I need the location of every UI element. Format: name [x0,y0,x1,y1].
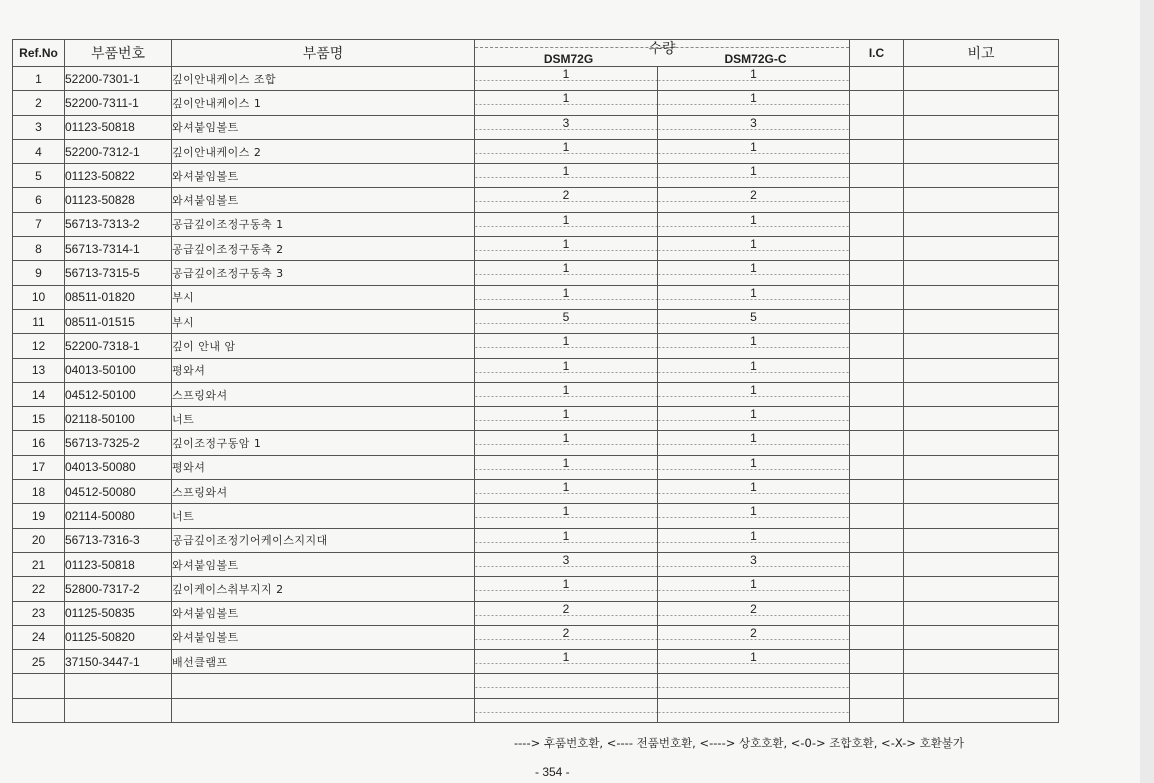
cell-remarks [904,431,1059,455]
header-part-name: 부품명 [172,40,475,67]
cell-ref-no: 8 [13,237,65,261]
cell-qty-dsm72g-c: 1 [658,504,850,528]
cell-part-no: 02114-50080 [65,504,172,528]
cell-qty-dsm72g-c: 1 [658,528,850,552]
cell-part-no: 04013-50080 [65,455,172,479]
cell-qty-dsm72g: 2 [475,625,658,649]
cell-part-no: 01123-50818 [65,115,172,139]
cell-qty-dsm72g-c: 1 [658,480,850,504]
cell-ic [850,309,904,333]
table-row [13,625,1059,649]
cell-ref-no: 2 [13,91,65,115]
cell-remarks [904,650,1059,674]
cell-ic [850,91,904,115]
table-row [13,261,1059,285]
cell-part-name: 배선클램프 [172,650,475,674]
cell-ref-no: 6 [13,188,65,212]
cell-qty-dsm72g: 1 [475,212,658,236]
cell-part-no: 37150-3447-1 [65,650,172,674]
cell-qty-dsm72g-c: 2 [658,188,850,212]
cell-remarks [904,334,1059,358]
cell-remarks [904,698,1059,722]
cell-qty-dsm72g-c: 1 [658,334,850,358]
cell-remarks [904,67,1059,91]
cell-remarks [904,358,1059,382]
cell-part-name: 깊이케이스취부지지 2 [172,577,475,601]
table-row [13,188,1059,212]
cell-remarks [904,577,1059,601]
cell-ic [850,674,904,698]
cell-part-no: 52800-7317-2 [65,577,172,601]
table-row [13,139,1059,163]
cell-qty-dsm72g: 1 [475,407,658,431]
cell-qty-dsm72g: 1 [475,504,658,528]
cell-qty-dsm72g-c: 1 [658,431,850,455]
cell-qty-dsm72g: 1 [475,285,658,309]
header-remarks: 비고 [904,40,1059,67]
table-row [13,504,1059,528]
cell-qty-dsm72g-c [658,674,850,698]
cell-qty-dsm72g: 1 [475,91,658,115]
cell-ref-no: 20 [13,528,65,552]
cell-part-name: 공급깊이조정구동축 1 [172,212,475,236]
cell-qty-dsm72g-c: 1 [658,382,850,406]
cell-ic [850,625,904,649]
cell-part-no: 01125-50820 [65,625,172,649]
cell-ref-no: 7 [13,212,65,236]
cell-qty-dsm72g: 1 [475,334,658,358]
cell-part-no: 52200-7312-1 [65,139,172,163]
cell-qty-dsm72g-c: 2 [658,601,850,625]
cell-part-no: 52200-7301-1 [65,67,172,91]
cell-part-name: 와셔붙임볼트 [172,552,475,576]
cell-part-no: 08511-01515 [65,309,172,333]
cell-part-name: 와셔붙임볼트 [172,164,475,188]
cell-part-name: 깊이안내케이스 2 [172,139,475,163]
table-row [13,455,1059,479]
cell-remarks [904,91,1059,115]
parts-table [12,39,1059,723]
cell-qty-dsm72g-c: 1 [658,139,850,163]
cell-ref-no: 23 [13,601,65,625]
cell-remarks [904,480,1059,504]
cell-qty-dsm72g-c: 1 [658,67,850,91]
cell-qty-dsm72g: 1 [475,528,658,552]
cell-remarks [904,674,1059,698]
table-row [13,212,1059,236]
cell-part-no: 01123-50828 [65,188,172,212]
table-row [13,285,1059,309]
page-number: - 354 - [535,765,570,779]
header-ic: I.C [850,40,904,67]
cell-ic [850,455,904,479]
cell-part-no: 01125-50835 [65,601,172,625]
cell-part-name: 공급깊이조정구동축 3 [172,261,475,285]
cell-part-name: 깊이 안내 암 [172,334,475,358]
header-quantity [475,40,850,67]
cell-qty-dsm72g-c: 1 [658,91,850,115]
cell-part-name: 깊이안내케이스 조합 [172,67,475,91]
interchangeability-legend: ----> 후품번호환, <---- 전품번호환, <----> 상호호환, <-0-> 조합호환, <-X-> 호환불가 [514,736,965,750]
cell-ic [850,650,904,674]
table-row [13,480,1059,504]
cell-qty-dsm72g: 1 [475,164,658,188]
table-row [13,334,1059,358]
cell-qty-dsm72g [475,698,658,722]
table-row [13,650,1059,674]
cell-remarks [904,237,1059,261]
cell-part-name: 부시 [172,285,475,309]
table-row [13,674,1059,698]
cell-ic [850,601,904,625]
cell-remarks [904,625,1059,649]
cell-part-name: 너트 [172,407,475,431]
cell-part-name: 너트 [172,504,475,528]
cell-part-no: 56713-7315-5 [65,261,172,285]
cell-part-name: 스프링와셔 [172,480,475,504]
cell-ref-no: 10 [13,285,65,309]
cell-ic [850,552,904,576]
cell-ref-no: 11 [13,309,65,333]
cell-qty-dsm72g: 1 [475,261,658,285]
cell-qty-dsm72g-c: 3 [658,552,850,576]
cell-part-no: 56713-7316-3 [65,528,172,552]
cell-part-name: 깊이조정구동암 1 [172,431,475,455]
cell-qty-dsm72g-c: 2 [658,625,850,649]
cell-part-name: 와셔붙임볼트 [172,188,475,212]
cell-ref-no: 21 [13,552,65,576]
table-row [13,601,1059,625]
cell-part-name: 공급깊이조정구동축 2 [172,237,475,261]
cell-ref-no: 1 [13,67,65,91]
cell-part-no: 56713-7313-2 [65,212,172,236]
cell-ic [850,358,904,382]
table-body [13,67,1059,723]
cell-ic [850,115,904,139]
cell-qty-dsm72g-c [658,698,850,722]
cell-remarks [904,528,1059,552]
cell-remarks [904,261,1059,285]
cell-qty-dsm72g: 1 [475,67,658,91]
cell-remarks [904,382,1059,406]
cell-remarks [904,164,1059,188]
table-row [13,552,1059,576]
table-row [13,309,1059,333]
cell-ic [850,577,904,601]
cell-remarks [904,309,1059,333]
cell-part-name: 와셔붙임볼트 [172,601,475,625]
cell-remarks [904,188,1059,212]
cell-ic [850,261,904,285]
cell-part-no: 52200-7318-1 [65,334,172,358]
cell-ref-no: 13 [13,358,65,382]
cell-part-no: 04512-50080 [65,480,172,504]
cell-ref-no: 16 [13,431,65,455]
table-row [13,67,1059,91]
table-row [13,382,1059,406]
cell-part-no: 02118-50100 [65,407,172,431]
table-row [13,407,1059,431]
cell-ref-no: 12 [13,334,65,358]
table-row [13,164,1059,188]
cell-ref-no: 14 [13,382,65,406]
cell-qty-dsm72g-c: 1 [658,261,850,285]
cell-ic [850,164,904,188]
cell-ic [850,528,904,552]
header-model-dsm72g-c: DSM72G-C [724,52,787,66]
cell-qty-dsm72g-c: 1 [658,407,850,431]
cell-qty-dsm72g: 3 [475,115,658,139]
cell-ic [850,188,904,212]
table-row [13,91,1059,115]
table-header [13,40,1059,67]
cell-ref-no: 25 [13,650,65,674]
cell-ic [850,698,904,722]
cell-ref-no: 17 [13,455,65,479]
header-quantity-title: 수량 [648,41,676,57]
cell-qty-dsm72g: 1 [475,431,658,455]
table-row [13,237,1059,261]
header-ref-no: Ref.No [13,40,65,67]
cell-qty-dsm72g-c: 1 [658,358,850,382]
cell-qty-dsm72g: 1 [475,650,658,674]
cell-ref-no: 24 [13,625,65,649]
cell-qty-dsm72g: 2 [475,601,658,625]
cell-ref-no: 15 [13,407,65,431]
cell-part-no: 01123-50818 [65,552,172,576]
cell-qty-dsm72g: 1 [475,577,658,601]
cell-qty-dsm72g: 1 [475,382,658,406]
cell-qty-dsm72g: 5 [475,309,658,333]
cell-qty-dsm72g: 1 [475,455,658,479]
page-edge [1140,0,1154,783]
cell-ic [850,407,904,431]
cell-part-name [172,698,475,722]
cell-remarks [904,139,1059,163]
cell-remarks [904,407,1059,431]
cell-qty-dsm72g-c: 5 [658,309,850,333]
cell-part-name: 깊이안내케이스 1 [172,91,475,115]
cell-ic [850,67,904,91]
cell-ref-no: 9 [13,261,65,285]
cell-ic [850,285,904,309]
cell-ref-no [13,674,65,698]
cell-ref-no: 4 [13,139,65,163]
cell-part-no: 08511-01820 [65,285,172,309]
cell-part-no: 56713-7314-1 [65,237,172,261]
cell-qty-dsm72g: 1 [475,139,658,163]
cell-ic [850,504,904,528]
cell-qty-dsm72g-c: 1 [658,650,850,674]
table-row [13,431,1059,455]
cell-ic [850,212,904,236]
cell-part-no: 04013-50100 [65,358,172,382]
cell-qty-dsm72g-c: 1 [658,577,850,601]
header-model-dsm72g: DSM72G [543,52,594,66]
table-row [13,115,1059,139]
cell-ic [850,382,904,406]
cell-qty-dsm72g-c: 1 [658,455,850,479]
cell-remarks [904,601,1059,625]
cell-remarks [904,212,1059,236]
cell-qty-dsm72g [475,674,658,698]
cell-qty-dsm72g: 1 [475,480,658,504]
cell-ref-no: 18 [13,480,65,504]
cell-part-no: 52200-7311-1 [65,91,172,115]
cell-part-name: 평와셔 [172,455,475,479]
cell-ic [850,334,904,358]
table-row [13,528,1059,552]
cell-remarks [904,115,1059,139]
cell-ic [850,139,904,163]
cell-qty-dsm72g: 1 [475,358,658,382]
cell-part-no: 01123-50822 [65,164,172,188]
cell-ref-no: 19 [13,504,65,528]
cell-qty-dsm72g-c: 3 [658,115,850,139]
cell-ic [850,237,904,261]
cell-ref-no: 5 [13,164,65,188]
cell-part-no [65,698,172,722]
cell-ref-no: 22 [13,577,65,601]
cell-part-name: 평와셔 [172,358,475,382]
cell-qty-dsm72g: 3 [475,552,658,576]
cell-qty-dsm72g-c: 1 [658,285,850,309]
cell-part-name: 와셔붙임볼트 [172,115,475,139]
cell-part-no: 56713-7325-2 [65,431,172,455]
cell-ref-no [13,698,65,722]
cell-part-name [172,674,475,698]
cell-ic [850,431,904,455]
cell-part-name: 공급깊이조정기어케이스지지대 [172,528,475,552]
cell-qty-dsm72g: 1 [475,237,658,261]
table-row [13,577,1059,601]
table-row [13,358,1059,382]
cell-part-no: 04512-50100 [65,382,172,406]
cell-qty-dsm72g-c: 1 [658,164,850,188]
table-row [13,698,1059,722]
cell-part-no [65,674,172,698]
cell-qty-dsm72g-c: 1 [658,212,850,236]
cell-remarks [904,504,1059,528]
cell-qty-dsm72g: 2 [475,188,658,212]
header-part-no: 부품번호 [65,40,172,67]
cell-ic [850,480,904,504]
cell-part-name: 와셔붙임볼트 [172,625,475,649]
cell-remarks [904,285,1059,309]
cell-ref-no: 3 [13,115,65,139]
cell-qty-dsm72g-c: 1 [658,237,850,261]
cell-part-name: 스프링와셔 [172,382,475,406]
cell-remarks [904,455,1059,479]
cell-remarks [904,552,1059,576]
cell-part-name: 부시 [172,309,475,333]
